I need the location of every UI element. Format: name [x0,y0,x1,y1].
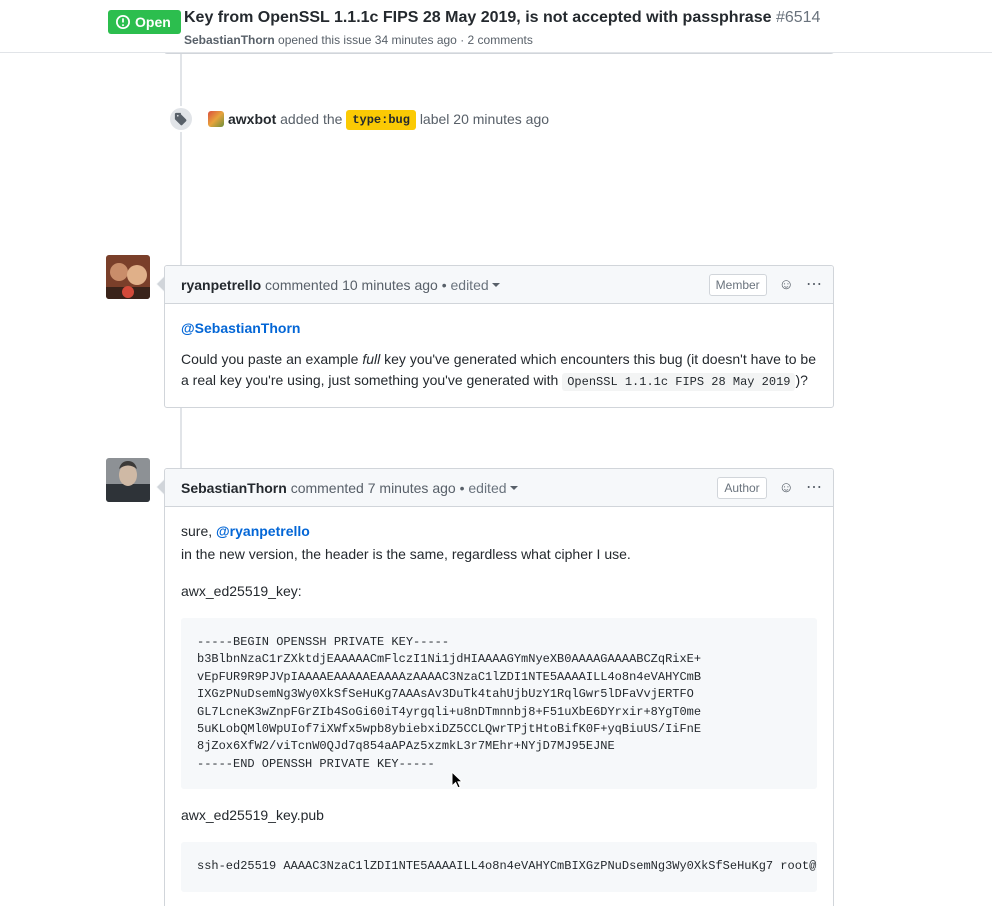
mouse-cursor [451,771,463,789]
avatar[interactable] [106,255,150,299]
subtitle-separator: · [460,33,465,47]
role-badge: Member [709,274,767,296]
comment-filename-1: awx_ed25519_key: [181,583,302,599]
comment-header [165,266,833,304]
previous-comment-body [164,53,834,54]
comment-box [164,468,834,906]
issue-number: #6514 [775,9,821,26]
comment-filename-2: awx_ed25519_key.pub [181,807,324,824]
status-badge-label: Open [135,14,171,30]
code-block-public-key: ssh-ed25519 AAAAC3NzaC1lZDI1NTE5AAAAILL4o8n4eVAHYCmBIXGzPNuDsemNg3Wy0XkSfSeHuKg7 root@ [181,842,817,891]
comment-edited[interactable]: edited [468,479,507,496]
comment-author[interactable]: ryanpetrello [181,276,262,293]
text-part-a: Could you paste an example [181,351,363,367]
comment-ryanpetrello [164,265,834,408]
sticky-issue-header [0,0,992,53]
comment-body [165,304,833,407]
avatar [208,111,224,127]
label-event-action: added the [280,111,343,127]
issue-title-text: Key from OpenSSL 1.1.1c FIPS 28 May 2019, is not accepted with passphrase [184,9,772,26]
issue-timeline [0,53,992,906]
mention-link[interactable]: @SebastianThorn [181,320,301,336]
label-event-time: 20 minutes ago [453,111,550,127]
comment-line-1 [181,521,817,542]
comment-menu-icon[interactable]: ⋯ [806,478,823,496]
issue-author-link[interactable]: SebastianThorn [184,33,275,47]
comment-mention-line [181,318,817,339]
role-badge: Author [717,477,766,499]
add-reaction-icon[interactable]: ☺ [778,276,794,293]
comment-menu-icon[interactable]: ⋯ [806,275,823,293]
issue-open-time: 34 minutes ago [374,33,457,47]
comment-time[interactable]: 10 minutes ago [342,276,438,293]
issue-comment-count: 2 comments [467,33,533,47]
issue-subtitle [184,33,820,47]
comment-line-2: in the new version, the header is the same, regardless what cipher I use. [181,546,631,562]
comment-time[interactable]: 7 minutes ago [367,479,456,496]
comment-body [165,507,833,906]
comment-box [164,265,834,408]
chevron-down-icon[interactable] [510,486,518,490]
text-part-c: )? [795,372,808,388]
tag-icon [168,106,194,132]
text-part-a: sure, [181,523,217,539]
avatar[interactable] [106,458,150,502]
inline-code: OpenSSL 1.1.1c FIPS 28 May 2019 [562,373,795,391]
issue-open-icon [116,15,130,29]
comment-author[interactable]: SebastianThorn [181,479,287,496]
text-emphasis: full [362,351,381,367]
label-event-text [208,110,549,130]
label-event-suffix: label [419,111,450,127]
comment-separator: • [459,479,465,496]
code-block-private-key: -----BEGIN OPENSSH PRIVATE KEY----- b3BlbnNzaC1rZXktdjEAAAAACmFlczI1Ni1jdHIAAAAGYmNyeXB0AAAAGAAAABCZqRixE+ vEpFUR9R9PJVpIAAAAEAAAAAEAAAAzAAAAC3NzaC1lZDI1NTE5AAAAILL4o8n4eVAHYCmB IXGzPNuDsemNg3Wy0XkSfSeHuKg7AAAsAv3DuTk4tahUjbUzY1RqlGwr5lDFaVvjERTFO GL7LcneK3wZnpFGrZIb4SoGi60iT4yrgqli+u8nDTmnnbj8+F51uXbE6DYrxir+8YgT0me 5uKLobQMl0WpUIof7iXWfx5wpb8ybiebxiDZ5CCLQwrTPjtHtoBifK0F+yqBiuUS/IiFnE 8jZox6XfW2/viTcnW0QJd7q854aAPAz5xzmkL3r7MEhr+NYjD7MJ95EJNE -----END OPENSSH PRIVATE KEY----- [181,618,817,789]
comment-action: commented [265,276,339,293]
comment-edited[interactable]: edited [450,276,489,293]
label-event-actor[interactable]: awxbot [228,111,277,127]
comment-separator: • [441,276,447,293]
status-badge [108,10,181,34]
chevron-down-icon[interactable] [492,283,500,287]
comment-paragraph [181,349,817,391]
comment-arrow [156,276,164,292]
add-reaction-icon[interactable]: ☺ [778,479,794,496]
mention-link[interactable]: @ryanpetrello [216,523,310,539]
issue-open-action: opened this issue [278,33,372,47]
comment-header [165,469,833,507]
page-title [184,8,820,28]
label-chip[interactable]: type:bug [346,110,416,130]
text-part-b: key you've generated which encounters this bug (it doesn't have to be a real key you're using, just something you've generated with [181,351,816,388]
comment-arrow [156,479,164,495]
comment-action: commented [290,479,364,496]
comment-sebastianthorn [164,468,834,906]
